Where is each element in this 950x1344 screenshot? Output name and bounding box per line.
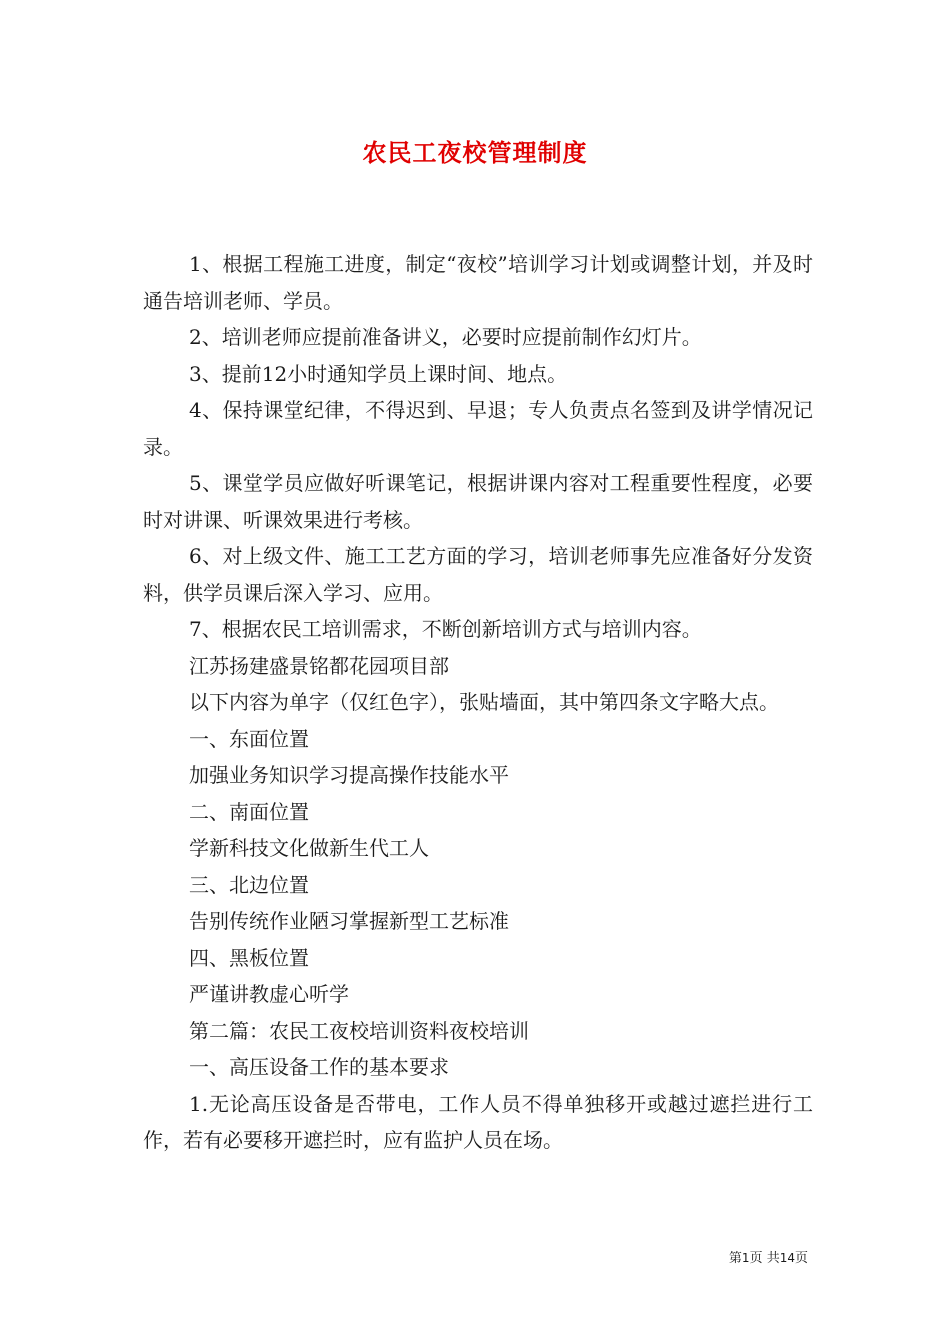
paragraph: 5、课堂学员应做好听课笔记，根据讲课内容对工程重要性程度，必要时对讲课、听课效果进行考核。 <box>143 471 813 532</box>
paragraph: 7、根据农民工培训需求，不断创新培训方式与培训内容。 <box>189 617 702 641</box>
paragraph: 以下内容为单字（仅红色字），张贴墙面，其中第四条文字略大点。 <box>189 690 779 714</box>
slogan-line: 学新科技文化做新生代工人 <box>189 836 429 860</box>
footer-prefix: 第 <box>728 1251 742 1266</box>
paragraph: 4、保持课堂纪律，不得迟到、早退；专人负责点名签到及讲学情况记录。 <box>143 398 813 459</box>
page-footer <box>729 1247 808 1266</box>
section-heading: 三、北边位置 <box>189 872 309 897</box>
section-heading: 一、高压设备工作的基本要求 <box>189 1055 449 1079</box>
footer-middle: 页 共 <box>749 1251 780 1266</box>
section-heading: 四、黑板位置 <box>189 945 309 970</box>
slogan-line: 严谨讲教虚心听学 <box>189 982 349 1006</box>
section-heading: 二、南面位置 <box>189 799 309 824</box>
paragraph: 2、培训老师应提前准备讲义，必要时应提前制作幻灯片。 <box>189 325 702 349</box>
chapter-heading: 第二篇：农民工夜校培训资料夜校培训 <box>189 1018 529 1043</box>
project-department: 江苏扬建盛景铭都花园项目部 <box>189 653 449 678</box>
slogan-line: 告别传统作业陋习掌握新型工艺标准 <box>189 909 509 933</box>
slogan-line: 加强业务知识学习提高操作技能水平 <box>189 763 509 787</box>
document-body <box>143 246 813 1159</box>
paragraph: 3、提前12小时通知学员上课时间、地点。 <box>189 361 568 386</box>
paragraph: 1、根据工程施工进度，制定“夜校”培训学习计划或调整计划，并及时通告培训老师、学员。 <box>143 252 813 313</box>
section-heading: 一、东面位置 <box>189 726 309 751</box>
footer-page-number: 1 <box>741 1251 750 1265</box>
footer-total-pages: 14 <box>779 1251 795 1265</box>
footer-suffix: 页 <box>794 1251 808 1266</box>
paragraph: 6、对上级文件、施工工艺方面的学习，培训老师事先应准备好分发资料，供学员课后深入学习、应用。 <box>143 544 813 605</box>
paragraph: 1.无论高压设备是否带电，工作人员不得单独移开或越过遮拦进行工作，若有必要移开遮拦时，应有监护人员在场。 <box>143 1091 813 1152</box>
document-title: 农民工夜校管理制度 <box>362 138 588 167</box>
